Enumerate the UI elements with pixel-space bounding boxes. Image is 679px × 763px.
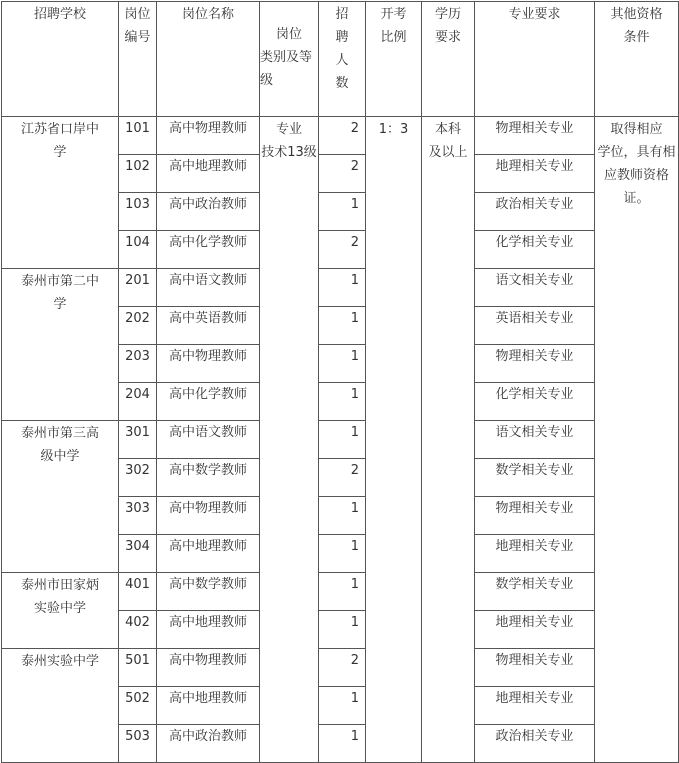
major-cell: 数学相关专业	[475, 459, 595, 497]
recruit-count-cell: 1	[319, 193, 366, 231]
post-code-cell: 102	[119, 155, 157, 193]
post-code-cell: 204	[119, 383, 157, 421]
post-code-cell: 302	[119, 459, 157, 497]
table-row	[2, 269, 679, 307]
post-name-cell: 高中物理教师	[157, 497, 260, 535]
header-major	[475, 2, 595, 117]
major-cell: 物理相关专业	[475, 117, 595, 155]
post-name-cell: 高中地理教师	[157, 687, 260, 725]
post-code-cell: 401	[119, 573, 157, 611]
recruit-count-cell: 1	[319, 383, 366, 421]
major-cell: 语文相关专业	[475, 269, 595, 307]
header-school-label: 招聘学校	[33, 7, 86, 22]
recruit-count-cell: 1	[319, 725, 366, 763]
post-category-line-1: 专业	[275, 122, 302, 137]
header-post-category-line-3: 级	[260, 73, 274, 88]
table-row	[2, 649, 679, 687]
major-cell: 物理相关专业	[475, 497, 595, 535]
header-recruit-line-2: 聘	[335, 30, 349, 45]
table-row	[2, 421, 679, 459]
post-code-cell: 104	[119, 231, 157, 269]
school-cell	[2, 269, 119, 421]
post-code-cell: 402	[119, 611, 157, 649]
major-cell: 英语相关专业	[475, 307, 595, 345]
table-row	[2, 117, 679, 155]
school-name-line-1: 泰州实验中学	[20, 654, 99, 669]
other-requirements-cell	[595, 117, 679, 763]
school-name-line-1: 泰州市第三高	[20, 426, 99, 441]
post-name-cell: 高中数学教师	[157, 573, 260, 611]
header-education-line-1: 学历	[434, 7, 461, 22]
major-cell: 化学相关专业	[475, 231, 595, 269]
school-name-line-1: 江苏省口岸中	[20, 122, 99, 137]
header-post-category	[260, 2, 319, 117]
recruit-count-cell: 1	[319, 611, 366, 649]
post-name-cell: 高中化学教师	[157, 231, 260, 269]
header-post-name-label: 岗位名称	[181, 7, 234, 22]
recruit-count-cell: 1	[319, 687, 366, 725]
school-name-line-2: 学	[53, 145, 67, 160]
other-line-4: 证。	[623, 191, 650, 206]
post-name-cell: 高中地理教师	[157, 535, 260, 573]
major-cell: 地理相关专业	[475, 155, 595, 193]
post-category-line-2: 技术13级	[261, 145, 317, 160]
major-cell: 物理相关专业	[475, 345, 595, 383]
post-name-cell: 高中物理教师	[157, 117, 260, 155]
recruit-count-cell: 2	[319, 155, 366, 193]
recruitment-table	[1, 1, 679, 763]
other-line-2: 学位，具有相	[597, 145, 676, 160]
post-name-cell: 高中物理教师	[157, 649, 260, 687]
post-name-cell: 高中政治教师	[157, 193, 260, 231]
post-name-cell: 高中英语教师	[157, 307, 260, 345]
major-cell: 地理相关专业	[475, 535, 595, 573]
ratio-cell	[366, 117, 422, 763]
header-major-label: 专业要求	[508, 7, 561, 22]
major-cell: 政治相关专业	[475, 193, 595, 231]
header-other-line-2: 条件	[623, 30, 650, 45]
major-cell: 数学相关专业	[475, 573, 595, 611]
major-cell: 地理相关专业	[475, 687, 595, 725]
post-code-cell: 304	[119, 535, 157, 573]
post-name-cell: 高中政治教师	[157, 725, 260, 763]
header-ratio-line-1: 开考	[380, 7, 407, 22]
recruit-count-cell: 1	[319, 573, 366, 611]
post-code-cell: 301	[119, 421, 157, 459]
header-education-line-2: 要求	[434, 30, 461, 45]
post-code-cell: 202	[119, 307, 157, 345]
major-cell: 政治相关专业	[475, 725, 595, 763]
education-cell	[422, 117, 475, 763]
recruit-count-cell: 2	[319, 117, 366, 155]
post-name-cell: 高中语文教师	[157, 421, 260, 459]
header-other	[595, 2, 679, 117]
post-code-cell: 303	[119, 497, 157, 535]
ratio-value: 1：3	[378, 122, 409, 137]
post-code-cell: 201	[119, 269, 157, 307]
post-code-cell: 203	[119, 345, 157, 383]
school-name-line-2: 实验中学	[33, 601, 86, 616]
header-ratio-line-2: 比例	[380, 30, 407, 45]
recruit-count-cell: 1	[319, 421, 366, 459]
post-name-cell: 高中数学教师	[157, 459, 260, 497]
post-name-cell: 高中语文教师	[157, 269, 260, 307]
header-ratio	[366, 2, 422, 117]
header-education	[422, 2, 475, 117]
education-line-1: 本科	[434, 122, 461, 137]
header-recruit-line-3: 人	[335, 53, 349, 68]
header-post-category-line-1: 岗位	[275, 27, 302, 42]
recruit-count-cell: 2	[319, 649, 366, 687]
recruit-count-cell: 1	[319, 497, 366, 535]
header-other-line-1: 其他资格	[610, 7, 663, 22]
recruit-count-cell: 2	[319, 231, 366, 269]
school-name-line-1: 泰州市田家炳	[20, 578, 99, 593]
header-school	[2, 2, 119, 117]
post-code-cell: 503	[119, 725, 157, 763]
recruit-count-cell: 1	[319, 307, 366, 345]
post-code-cell: 103	[119, 193, 157, 231]
header-recruit-line-1: 招	[335, 7, 349, 22]
header-post-category-line-2: 类别及等	[260, 50, 313, 65]
major-cell: 语文相关专业	[475, 421, 595, 459]
post-name-cell: 高中地理教师	[157, 611, 260, 649]
major-cell: 地理相关专业	[475, 611, 595, 649]
header-post-name	[157, 2, 260, 117]
recruit-count-cell: 1	[319, 535, 366, 573]
school-name-line-1: 泰州市第二中	[20, 274, 99, 289]
header-post-code	[119, 2, 157, 117]
post-name-cell: 高中地理教师	[157, 155, 260, 193]
header-post-code-line-2: 编号	[124, 30, 151, 45]
school-name-line-2: 学	[53, 297, 67, 312]
recruit-count-cell: 1	[319, 269, 366, 307]
recruit-count-cell: 2	[319, 459, 366, 497]
other-line-1: 取得相应	[610, 122, 663, 137]
school-cell	[2, 649, 119, 763]
post-name-cell: 高中化学教师	[157, 383, 260, 421]
post-code-cell: 501	[119, 649, 157, 687]
education-line-2: 及以上	[428, 145, 468, 160]
post-code-cell: 502	[119, 687, 157, 725]
table-row	[2, 573, 679, 611]
post-name-cell: 高中物理教师	[157, 345, 260, 383]
school-cell	[2, 573, 119, 649]
major-cell: 化学相关专业	[475, 383, 595, 421]
recruit-count-cell: 1	[319, 345, 366, 383]
header-recruit-line-4: 数	[335, 76, 349, 91]
school-name-line-2: 级中学	[40, 449, 80, 464]
header-row	[2, 2, 679, 117]
school-cell	[2, 117, 119, 269]
post-category-cell	[260, 117, 319, 763]
header-post-code-line-1: 岗位	[124, 7, 151, 22]
major-cell: 物理相关专业	[475, 649, 595, 687]
header-recruit-count	[319, 2, 366, 117]
post-code-cell: 101	[119, 117, 157, 155]
other-line-3: 应教师资格	[603, 168, 669, 183]
school-cell	[2, 421, 119, 573]
